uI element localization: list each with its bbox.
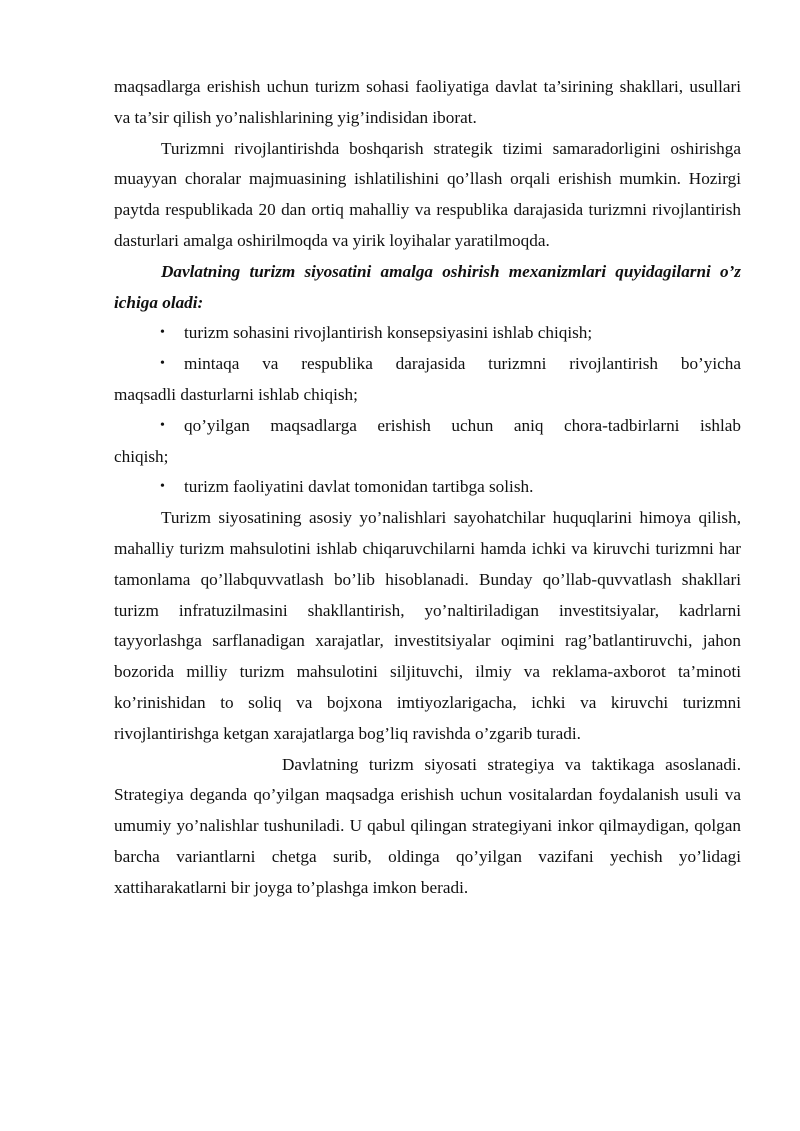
section-heading: Davlatning turizm siyosatini amalga oshirish mexanizmlari quyidagilarni o’z ichiga oladi:: [114, 261, 741, 312]
list-item-continuation: chiqish;: [114, 446, 169, 466]
paragraph-strategy-system: Turizmni rivojlantirishda boshqarish strategik tizimi samaradorligini oshirishga muayyan choralar majmuasining ishlatilishini qo’llash orqali erishish mumkin. Hozirgi paytda respublikada 20 dan ortiq mahalliy va respublika darajasida turizmni rivojlantirish dasturlari amalga oshirilmoqda va yirik loyihalar yaratilmoqda.: [114, 138, 741, 250]
list-item: [89, 349, 741, 411]
list-item: [89, 318, 741, 349]
paragraph-policy-directions: Turizm siyosatining asosiy yo’nalishlari sayohatchilar huquqlarini himoya qilish, mahalliy turizm mahsulotini ishlab chiqaruvchilarni hamda ichki va kiruvchi turizmni har tamonlama qo’llabquvvatlash bo’lib hisoblanadi. Bunday qo’llab-quvvatlash shakllari turizm infratuzilmasini shakllantirish, yo’naltiriladigan investitsiyalar, kadrlarni tayyorlashga sarflanadigan xarajatlar, investitsiyalar oqimini rag’batlantiruvchi, jahon bozorida milliy turizm mahsulotini siljituvchi, ilmiy va reklama-axborot ta’minoti ko’rinishidan to soliq va bojxona imtiyozlarigacha, ichki va kiruvchi turizmni rivojlantirishga ketgan xarajatlarga bog’liq ravishda o’zgarib turadi.: [114, 508, 741, 743]
list-item-text: mintaqa va respublika darajasida turizmni rivojlantirish bo’yicha: [184, 354, 741, 374]
paragraph-intro: maqsadlarga erishish uchun turizm sohasi faoliyatiga davlat ta’sirining shakllari, usullari va ta’sir qilish yo’nalishlarining yig’indisidan iborat.: [114, 77, 741, 127]
list-item: [89, 472, 741, 503]
list-item-text: turizm sohasini rivojlantirish konsepsiyasini ishlab chiqish;: [184, 323, 593, 343]
paragraph-strategy-tactics: Davlatning turizm siyosati strategiya va taktikaga asoslanadi. Strategiya deganda qo’yilgan maqsadga erishish uchun vositalardan foydalanish usuli va umumiy yo’nalishlar tushuniladi. U qabul qilingan strategiyani inkor qilmaydigan, qolgan barcha variantlarni chetga surib, oldinga qo’yilgan vazifani yechish yo’lidagi xattiharakatlarni bir joyga to’plashga imkon beradi.: [114, 754, 741, 897]
bullet-icon: •: [160, 325, 165, 341]
list-item-text: qo’yilgan maqsadlarga erishish uchun aniq chora-tadbirlarni ishlab: [184, 415, 741, 435]
bullet-icon: •: [160, 417, 165, 433]
document-page: [114, 72, 741, 904]
list-item-continuation: maqsadli dasturlarni ishlab chiqish;: [114, 384, 358, 404]
bullet-icon: •: [160, 479, 165, 495]
list-item-text: turizm faoliyatini davlat tomonidan tartibga solish.: [184, 477, 534, 497]
list-item: [89, 411, 741, 473]
mechanism-list: [114, 318, 741, 503]
bullet-icon: •: [160, 356, 165, 372]
